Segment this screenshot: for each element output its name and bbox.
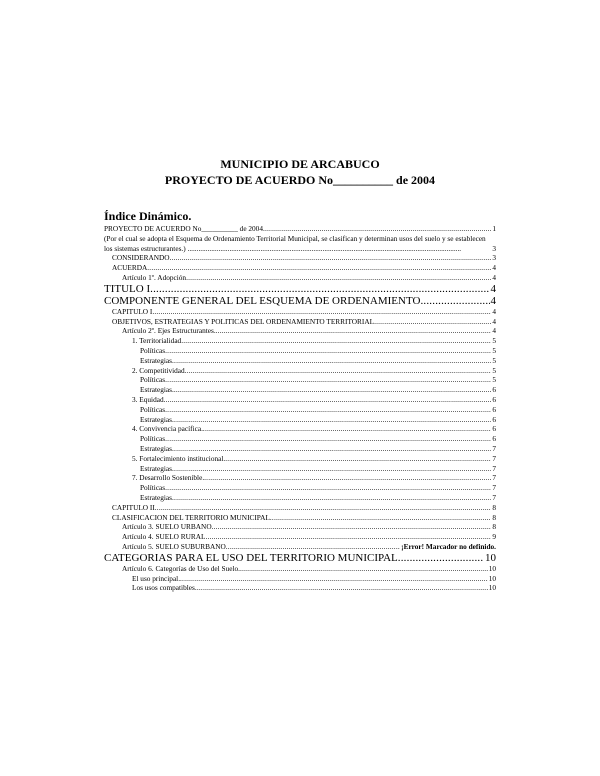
toc-entry[interactable] — [104, 224, 496, 234]
toc-entry-page: 4 — [492, 263, 496, 273]
toc-entry[interactable] — [104, 564, 496, 574]
toc-entry-page: 6 — [492, 414, 496, 424]
toc-leader-dots — [270, 513, 491, 523]
toc-entry-label: TITULO I — [104, 282, 151, 295]
toc-entry-label: Estrategias — [140, 492, 173, 502]
toc-entry-page: 4 — [492, 306, 496, 316]
toc-entry[interactable] — [104, 483, 496, 493]
toc-entry-page: 5 — [492, 355, 496, 365]
toc-entry[interactable] — [104, 346, 496, 356]
toc-entry-label: CLASIFICACION DEL TERRITORIO MUNICIPAL — [112, 512, 270, 522]
toc-entry-page: 10 — [488, 583, 496, 593]
toc-entry-page: 7 — [492, 473, 496, 483]
toc-leader-dots — [165, 483, 491, 493]
toc-entry-page: 7 — [492, 463, 496, 473]
toc-leader-dots — [216, 326, 492, 336]
toc-entry-label: ACUERDA — [112, 263, 148, 273]
toc-entry-label: 2. Competitividad — [132, 365, 185, 375]
toc-entry-page: 6 — [492, 394, 496, 404]
toc-entry-label: Políticas — [140, 345, 166, 355]
toc-entry-label: 4. Convivencia pacífica. — [132, 424, 203, 434]
toc-leader-dots — [174, 385, 492, 395]
index-heading: Índice Dinámico. — [104, 209, 192, 223]
toc-entry[interactable] — [104, 473, 496, 483]
toc-leader-dots — [155, 503, 492, 513]
toc-entry[interactable] — [104, 532, 496, 542]
toc-entry-page: 4 — [490, 294, 496, 307]
toc-entry-label: Estrategias — [140, 355, 173, 365]
toc-entry-page: 5 — [492, 365, 496, 375]
toc-entry-label: OBJETIVOS, ESTRATEGIAS Y POLITICAS DEL ORDENAMIENTO TERRITORIAL — [112, 316, 375, 326]
toc-entry-page: 3 — [492, 243, 496, 253]
toc-entry-page: 7 — [492, 483, 496, 493]
toc-entry-page: 10 — [488, 573, 496, 583]
toc-entry-page: 10 — [485, 551, 496, 564]
toc-entry-page: 1 — [492, 224, 496, 233]
toc-entry[interactable] — [104, 405, 496, 415]
toc-entry[interactable] — [104, 336, 496, 346]
toc-entry[interactable] — [104, 415, 496, 425]
toc-leader-dots — [164, 395, 492, 405]
toc-entry[interactable] — [104, 583, 496, 593]
toc-leader-dots — [170, 253, 492, 263]
toc-entry-page: 5 — [492, 345, 496, 355]
toc-entry[interactable] — [104, 513, 496, 523]
toc-entry[interactable] — [104, 493, 496, 503]
toc-entry[interactable] — [104, 263, 496, 273]
toc-leader-dots — [172, 356, 491, 366]
toc-entry[interactable] — [104, 317, 496, 327]
toc-entry-label: Estrategias — [140, 443, 173, 453]
toc-entry-page: ¡Error! Marcador no definido. — [401, 541, 496, 551]
toc-entry-page: 8 — [492, 502, 496, 512]
toc-entry-page: 8 — [492, 512, 496, 522]
toc-entry[interactable] — [104, 295, 496, 307]
toc-entry-page: 7 — [492, 453, 496, 463]
toc-entry-page: 5 — [492, 336, 496, 346]
toc-entry-page: 6 — [492, 404, 496, 414]
toc-entry-label: Los usos compatibles — [132, 583, 195, 593]
toc-leader-dots — [150, 283, 489, 295]
toc-entry[interactable] — [104, 366, 496, 376]
toc-entry-label: Políticas — [140, 434, 166, 444]
toc-leader-dots — [172, 444, 491, 454]
toc-entry-page: 6 — [492, 434, 496, 444]
toc-entry-label: CATEGORIAS PARA EL USO DEL TERRITORIO MUNICIPAL — [104, 551, 398, 564]
toc-leader-dots: ...................................................................................................................................................... — [187, 243, 462, 253]
toc-entry-page: 4 — [490, 282, 496, 295]
toc-entry[interactable] — [104, 375, 496, 385]
toc-entry[interactable] — [104, 552, 496, 564]
table-of-contents — [104, 224, 496, 593]
toc-entry-label: Artículo 3. SUELO URBANO — [122, 522, 212, 532]
toc-entry-label: 1. Territorialidad — [132, 336, 182, 346]
toc-leader-dots — [195, 583, 488, 593]
toc-entry-label: COMPONENTE GENERAL DEL ESQUEMA DE ORDENAMIENTO — [104, 294, 421, 307]
toc-entry-label: (Por el cual se adopta el Esquema de Ordenamiento Territorial Municipal, se clasifican y determinan usos del suelo y se establecen los sistemas estructurantes.) — [104, 233, 486, 253]
toc-entry[interactable] — [104, 444, 496, 454]
toc-entry-label: Políticas — [140, 375, 166, 385]
toc-leader-dots — [212, 522, 492, 532]
toc-entry-page: 4 — [492, 272, 496, 282]
toc-leader-dots — [226, 542, 400, 552]
toc-entry[interactable] — [104, 283, 496, 295]
toc-entry-label: Artículo 5. SUELO SUBURBANO — [122, 541, 226, 551]
toc-leader-dots — [263, 224, 491, 234]
toc-entry[interactable] — [104, 273, 496, 283]
toc-entry[interactable] — [104, 503, 496, 513]
toc-leader-dots — [152, 307, 491, 317]
toc-leader-dots — [147, 263, 491, 273]
toc-entry[interactable] — [104, 356, 496, 366]
toc-entry[interactable] — [104, 464, 496, 474]
toc-entry[interactable] — [104, 424, 496, 434]
toc-entry[interactable] — [104, 234, 496, 254]
toc-entry-page: 10 — [488, 563, 496, 573]
toc-leader-dots — [374, 317, 491, 327]
toc-entry[interactable] — [104, 307, 496, 317]
toc-leader-dots — [180, 574, 488, 584]
toc-entry-label: CONSIDERANDO — [112, 253, 170, 263]
toc-leader-dots — [420, 295, 489, 307]
toc-leader-dots — [165, 346, 491, 356]
toc-entry-page: 5 — [492, 375, 496, 385]
toc-leader-dots — [186, 273, 491, 283]
toc-leader-dots — [185, 366, 492, 376]
toc-leader-dots — [172, 493, 491, 503]
toc-entry[interactable] — [104, 522, 496, 532]
toc-leader-dots — [165, 375, 491, 385]
toc-entry-label: Artículo 4. SUELO RURAL — [122, 532, 206, 542]
toc-entry-label: Estrategias. — [140, 385, 174, 395]
toc-entry[interactable] — [104, 395, 496, 405]
toc-entry-page: 4 — [492, 316, 496, 326]
toc-entry-page: 3 — [492, 253, 496, 263]
toc-entry-page: 6 — [492, 385, 496, 395]
toc-entry-label: El uso principal. — [132, 573, 181, 583]
toc-entry[interactable] — [104, 434, 496, 444]
toc-leader-dots — [203, 424, 491, 434]
toc-entry[interactable] — [104, 542, 496, 552]
toc-entry-label: CAPITULO I — [112, 306, 153, 316]
toc-leader-dots — [181, 336, 491, 346]
toc-entry-label: CAPITULO II — [112, 502, 155, 512]
toc-entry-label: Políticas — [140, 483, 166, 493]
toc-entry-page: 9 — [492, 532, 496, 542]
toc-entry-label: Políticas — [140, 404, 166, 414]
toc-entry[interactable] — [104, 253, 496, 263]
toc-entry-label: 3. Equidad — [132, 394, 164, 404]
toc-leader-dots — [165, 405, 491, 415]
toc-leader-dots — [398, 552, 484, 564]
toc-entry-label: Estrategias — [140, 414, 173, 424]
municipality-title: MUNICIPIO DE ARCABUCO — [220, 157, 380, 171]
toc-entry-page: 8 — [492, 522, 496, 532]
toc-leader-dots — [206, 532, 492, 542]
toc-entry-label: 5. Fortalecimiento institucional. — [132, 453, 226, 463]
toc-entry-page: 7 — [492, 443, 496, 453]
toc-entry[interactable] — [104, 454, 496, 464]
toc-entry-label: Estrategias — [140, 463, 173, 473]
toc-entry-label: Artículo 6. Categorías de Uso del Suelo. — [122, 563, 240, 573]
toc-entry-page: 6 — [492, 424, 496, 434]
toc-leader-dots — [165, 434, 491, 444]
toc-entry-label: Artículo 1º. Adopción — [122, 272, 187, 282]
toc-leader-dots — [240, 564, 488, 574]
toc-entry-page: 7 — [492, 492, 496, 502]
toc-leader-dots — [225, 454, 491, 464]
toc-entry-page: 4 — [492, 326, 496, 336]
toc-entry-label: 7. Desarrollo Sostenible. — [132, 473, 205, 483]
toc-entry[interactable] — [104, 574, 496, 584]
toc-entry[interactable] — [104, 385, 496, 395]
toc-entry-label: PROYECTO DE ACUERDO No__________ de 2004 — [104, 224, 263, 233]
toc-leader-dots — [204, 473, 491, 483]
toc-entry[interactable] — [104, 326, 496, 336]
project-title: PROYECTO DE ACUERDO No__________ de 2004 — [164, 173, 436, 187]
toc-entry-label: Artículo 2º. Ejes Estructurantes. — [122, 326, 216, 336]
toc-leader-dots — [172, 464, 491, 474]
toc-leader-dots — [172, 415, 491, 425]
